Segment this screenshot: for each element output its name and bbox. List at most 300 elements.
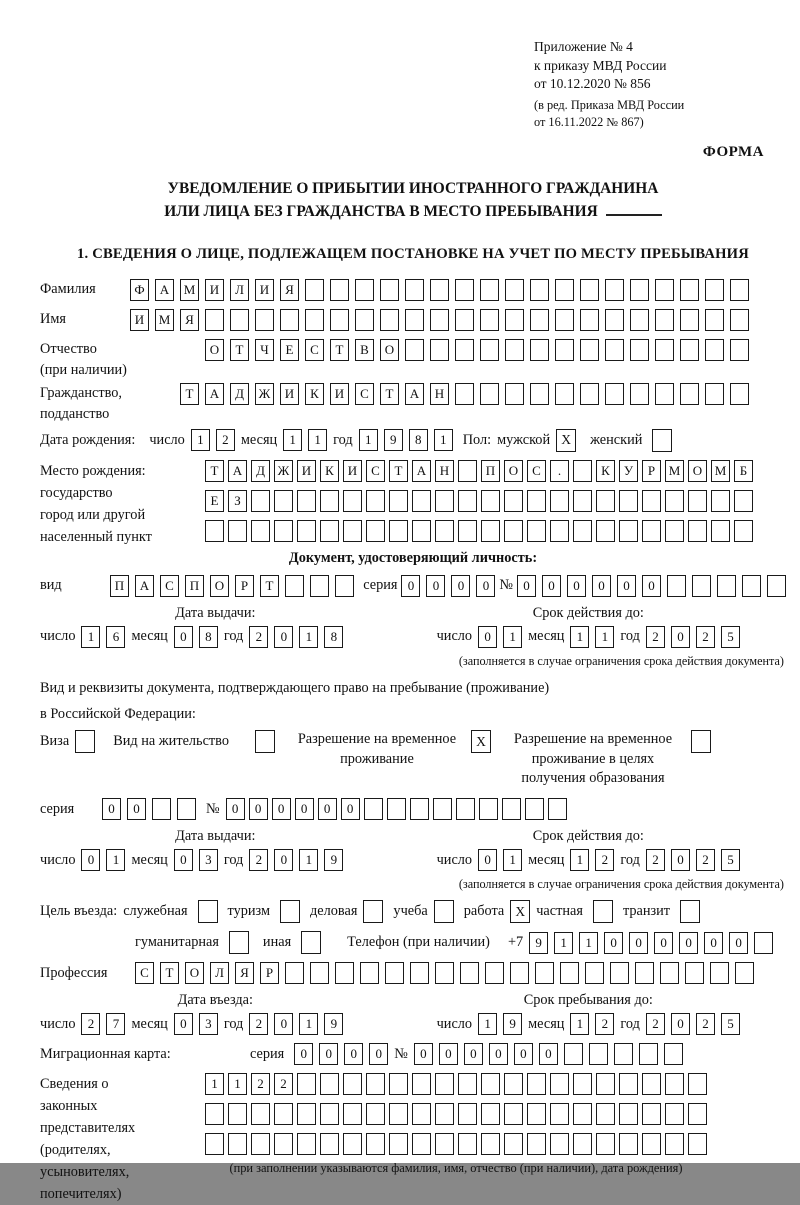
char-cell[interactable] — [251, 1103, 270, 1125]
char-cell[interactable]: 0 — [671, 849, 690, 871]
char-cell[interactable] — [410, 962, 429, 984]
char-cell[interactable]: Т — [230, 339, 249, 361]
char-cell[interactable]: П — [110, 575, 129, 597]
char-cell[interactable] — [525, 798, 544, 820]
char-cell[interactable]: А — [228, 460, 247, 482]
char-cell[interactable] — [548, 798, 567, 820]
char-cell[interactable] — [343, 1103, 362, 1125]
char-cell[interactable] — [230, 309, 249, 331]
gender-male-checkbox[interactable] — [556, 429, 576, 452]
char-cell[interactable] — [251, 490, 270, 512]
char-cell[interactable] — [274, 1133, 293, 1155]
char-cell[interactable] — [410, 798, 429, 820]
char-cell[interactable] — [742, 575, 761, 597]
char-cell[interactable]: 0 — [401, 575, 420, 597]
char-cell[interactable] — [481, 520, 500, 542]
char-cell[interactable]: . — [550, 460, 569, 482]
char-cell[interactable] — [305, 309, 324, 331]
char-cell[interactable] — [405, 279, 424, 301]
char-cell[interactable]: С — [160, 575, 179, 597]
char-cell[interactable] — [75, 730, 95, 753]
char-cell[interactable]: Ч — [255, 339, 274, 361]
char-cell[interactable] — [285, 575, 304, 597]
char-cell[interactable] — [619, 520, 638, 542]
char-cell[interactable]: И — [330, 383, 349, 405]
char-cell[interactable]: 1 — [299, 849, 318, 871]
char-cell[interactable] — [430, 339, 449, 361]
char-cell[interactable] — [705, 279, 724, 301]
char-cell[interactable]: Р — [642, 460, 661, 482]
char-cell[interactable]: 2 — [696, 1013, 715, 1035]
purpose-business-checkbox[interactable] — [363, 900, 383, 923]
char-cell[interactable]: 0 — [318, 798, 337, 820]
char-cell[interactable] — [680, 383, 699, 405]
char-cell[interactable] — [205, 520, 224, 542]
char-cell[interactable] — [458, 1133, 477, 1155]
char-cell[interactable]: 0 — [274, 626, 293, 648]
char-cell[interactable] — [619, 1073, 638, 1095]
char-cell[interactable]: 5 — [721, 849, 740, 871]
char-cell[interactable] — [251, 520, 270, 542]
char-cell[interactable] — [456, 798, 475, 820]
char-cell[interactable]: И — [255, 279, 274, 301]
char-cell[interactable] — [228, 520, 247, 542]
char-cell[interactable]: Е — [205, 490, 224, 512]
char-cell[interactable]: 2 — [646, 626, 665, 648]
char-cell[interactable] — [688, 1073, 707, 1095]
char-cell[interactable] — [458, 520, 477, 542]
char-cell[interactable] — [343, 520, 362, 542]
char-cell[interactable]: 1 — [106, 849, 125, 871]
char-cell[interactable]: 0 — [369, 1043, 388, 1065]
purpose-transit-checkbox[interactable] — [680, 900, 700, 923]
char-cell[interactable] — [460, 962, 479, 984]
char-cell[interactable]: 0 — [478, 626, 497, 648]
char-cell[interactable]: Д — [251, 460, 270, 482]
char-cell[interactable] — [573, 1073, 592, 1095]
char-cell[interactable]: 1 — [299, 1013, 318, 1035]
char-cell[interactable] — [730, 279, 749, 301]
char-cell[interactable] — [730, 383, 749, 405]
char-cell[interactable] — [767, 575, 786, 597]
char-cell[interactable]: 1 — [283, 429, 302, 451]
char-cell[interactable] — [504, 1073, 523, 1095]
char-cell[interactable] — [412, 1073, 431, 1095]
char-cell[interactable]: 0 — [489, 1043, 508, 1065]
char-cell[interactable] — [389, 520, 408, 542]
char-cell[interactable] — [297, 1133, 316, 1155]
char-cell[interactable] — [455, 279, 474, 301]
char-cell[interactable] — [280, 309, 299, 331]
char-cell[interactable]: 2 — [646, 849, 665, 871]
char-cell[interactable]: 0 — [319, 1043, 338, 1065]
char-cell[interactable]: А — [155, 279, 174, 301]
char-cell[interactable] — [527, 1103, 546, 1125]
char-cell[interactable] — [198, 900, 218, 923]
char-cell[interactable] — [479, 798, 498, 820]
char-cell[interactable] — [680, 309, 699, 331]
char-cell[interactable]: 1 — [191, 429, 210, 451]
char-cell[interactable]: 0 — [729, 932, 748, 954]
char-cell[interactable] — [343, 490, 362, 512]
char-cell[interactable]: 2 — [696, 849, 715, 871]
char-cell[interactable]: 6 — [106, 626, 125, 648]
char-cell[interactable] — [555, 339, 574, 361]
char-cell[interactable] — [642, 1103, 661, 1125]
char-cell[interactable] — [655, 279, 674, 301]
char-cell[interactable] — [550, 1073, 569, 1095]
char-cell[interactable]: 1 — [579, 932, 598, 954]
char-cell[interactable] — [481, 1073, 500, 1095]
char-cell[interactable]: И — [130, 309, 149, 331]
char-cell[interactable] — [688, 1133, 707, 1155]
char-cell[interactable]: 0 — [439, 1043, 458, 1065]
char-cell[interactable]: Р — [260, 962, 279, 984]
char-cell[interactable] — [485, 962, 504, 984]
char-cell[interactable] — [619, 1133, 638, 1155]
char-cell[interactable] — [366, 1133, 385, 1155]
char-cell[interactable]: П — [185, 575, 204, 597]
char-cell[interactable] — [330, 309, 349, 331]
char-cell[interactable]: С — [355, 383, 374, 405]
char-cell[interactable]: Ф — [130, 279, 149, 301]
char-cell[interactable] — [355, 279, 374, 301]
char-cell[interactable]: Т — [260, 575, 279, 597]
char-cell[interactable] — [458, 1073, 477, 1095]
char-cell[interactable]: А — [412, 460, 431, 482]
char-cell[interactable] — [274, 520, 293, 542]
purpose-other-checkbox[interactable] — [301, 931, 321, 954]
visa-checkbox[interactable] — [75, 730, 95, 753]
char-cell[interactable] — [730, 339, 749, 361]
char-cell[interactable]: 0 — [451, 575, 470, 597]
char-cell[interactable] — [320, 1073, 339, 1095]
purpose-work-checkbox[interactable] — [510, 900, 530, 923]
char-cell[interactable]: 2 — [251, 1073, 270, 1095]
char-cell[interactable] — [430, 309, 449, 331]
char-cell[interactable]: И — [205, 279, 224, 301]
char-cell[interactable] — [642, 490, 661, 512]
char-cell[interactable] — [585, 962, 604, 984]
char-cell[interactable] — [555, 279, 574, 301]
char-cell[interactable]: 0 — [81, 849, 100, 871]
char-cell[interactable] — [630, 279, 649, 301]
char-cell[interactable]: 0 — [174, 626, 193, 648]
char-cell[interactable] — [665, 520, 684, 542]
char-cell[interactable]: 5 — [721, 1013, 740, 1035]
char-cell[interactable] — [297, 1103, 316, 1125]
char-cell[interactable] — [502, 798, 521, 820]
char-cell[interactable]: Б — [734, 460, 753, 482]
char-cell[interactable]: Т — [205, 460, 224, 482]
char-cell[interactable]: 1 — [359, 429, 378, 451]
char-cell[interactable] — [504, 1103, 523, 1125]
char-cell[interactable] — [711, 520, 730, 542]
char-cell[interactable] — [480, 279, 499, 301]
char-cell[interactable]: М — [180, 279, 199, 301]
char-cell[interactable]: Л — [230, 279, 249, 301]
char-cell[interactable] — [610, 962, 629, 984]
char-cell[interactable]: О — [688, 460, 707, 482]
char-cell[interactable]: 0 — [295, 798, 314, 820]
char-cell[interactable] — [385, 962, 404, 984]
char-cell[interactable]: 0 — [642, 575, 661, 597]
char-cell[interactable]: Ж — [255, 383, 274, 405]
char-cell[interactable]: Ж — [274, 460, 293, 482]
char-cell[interactable] — [205, 1103, 224, 1125]
char-cell[interactable] — [550, 520, 569, 542]
char-cell[interactable] — [505, 339, 524, 361]
char-cell[interactable] — [320, 490, 339, 512]
char-cell[interactable] — [667, 575, 686, 597]
char-cell[interactable]: Т — [389, 460, 408, 482]
char-cell[interactable] — [405, 309, 424, 331]
char-cell[interactable]: 1 — [595, 626, 614, 648]
char-cell[interactable]: 1 — [554, 932, 573, 954]
char-cell[interactable] — [310, 575, 329, 597]
char-cell[interactable] — [555, 383, 574, 405]
char-cell[interactable]: 1 — [434, 429, 453, 451]
char-cell[interactable] — [605, 339, 624, 361]
char-cell[interactable]: 0 — [102, 798, 121, 820]
char-cell[interactable] — [504, 520, 523, 542]
char-cell[interactable]: 0 — [344, 1043, 363, 1065]
char-cell[interactable] — [680, 279, 699, 301]
char-cell[interactable] — [435, 1103, 454, 1125]
char-cell[interactable]: Л — [210, 962, 229, 984]
char-cell[interactable]: 1 — [228, 1073, 247, 1095]
char-cell[interactable]: 0 — [679, 932, 698, 954]
char-cell[interactable]: 2 — [274, 1073, 293, 1095]
char-cell[interactable]: X — [510, 900, 530, 923]
char-cell[interactable] — [734, 520, 753, 542]
edu-permit-checkbox[interactable] — [691, 730, 711, 753]
char-cell[interactable] — [152, 798, 171, 820]
char-cell[interactable]: 3 — [199, 849, 218, 871]
char-cell[interactable]: 2 — [249, 849, 268, 871]
char-cell[interactable]: 1 — [205, 1073, 224, 1095]
char-cell[interactable] — [389, 1073, 408, 1095]
char-cell[interactable] — [614, 1043, 633, 1065]
char-cell[interactable]: 0 — [671, 1013, 690, 1035]
char-cell[interactable]: О — [504, 460, 523, 482]
char-cell[interactable]: Я — [235, 962, 254, 984]
char-cell[interactable] — [710, 962, 729, 984]
char-cell[interactable]: 2 — [216, 429, 235, 451]
char-cell[interactable] — [680, 900, 700, 923]
char-cell[interactable] — [380, 309, 399, 331]
char-cell[interactable]: И — [297, 460, 316, 482]
char-cell[interactable]: 0 — [604, 932, 623, 954]
char-cell[interactable]: С — [527, 460, 546, 482]
char-cell[interactable] — [573, 490, 592, 512]
char-cell[interactable] — [458, 490, 477, 512]
char-cell[interactable] — [412, 1133, 431, 1155]
temp-permit-checkbox[interactable] — [471, 730, 491, 753]
char-cell[interactable] — [573, 460, 592, 482]
char-cell[interactable] — [366, 520, 385, 542]
char-cell[interactable]: 2 — [249, 1013, 268, 1035]
char-cell[interactable] — [455, 383, 474, 405]
residence-permit-checkbox[interactable] — [255, 730, 275, 753]
char-cell[interactable]: 0 — [174, 1013, 193, 1035]
char-cell[interactable]: У — [619, 460, 638, 482]
char-cell[interactable] — [504, 490, 523, 512]
char-cell[interactable]: И — [280, 383, 299, 405]
char-cell[interactable] — [642, 1133, 661, 1155]
char-cell[interactable] — [664, 1043, 683, 1065]
char-cell[interactable] — [535, 962, 554, 984]
char-cell[interactable] — [320, 520, 339, 542]
char-cell[interactable]: 0 — [517, 575, 536, 597]
char-cell[interactable] — [274, 490, 293, 512]
char-cell[interactable] — [705, 339, 724, 361]
char-cell[interactable] — [228, 1133, 247, 1155]
char-cell[interactable] — [593, 900, 613, 923]
char-cell[interactable] — [630, 309, 649, 331]
char-cell[interactable] — [580, 309, 599, 331]
char-cell[interactable]: 1 — [570, 1013, 589, 1035]
char-cell[interactable]: А — [135, 575, 154, 597]
char-cell[interactable]: 0 — [617, 575, 636, 597]
char-cell[interactable]: Т — [330, 339, 349, 361]
char-cell[interactable] — [366, 490, 385, 512]
char-cell[interactable]: В — [355, 339, 374, 361]
char-cell[interactable] — [688, 490, 707, 512]
char-cell[interactable] — [455, 339, 474, 361]
char-cell[interactable] — [580, 339, 599, 361]
char-cell[interactable] — [387, 798, 406, 820]
char-cell[interactable]: 2 — [696, 626, 715, 648]
char-cell[interactable] — [527, 520, 546, 542]
char-cell[interactable] — [573, 1103, 592, 1125]
char-cell[interactable] — [730, 309, 749, 331]
char-cell[interactable]: 1 — [570, 626, 589, 648]
char-cell[interactable] — [360, 962, 379, 984]
char-cell[interactable]: Д — [230, 383, 249, 405]
char-cell[interactable] — [297, 490, 316, 512]
char-cell[interactable] — [596, 520, 615, 542]
char-cell[interactable] — [605, 279, 624, 301]
char-cell[interactable] — [530, 339, 549, 361]
char-cell[interactable] — [665, 1103, 684, 1125]
char-cell[interactable]: 0 — [476, 575, 495, 597]
char-cell[interactable]: П — [481, 460, 500, 482]
char-cell[interactable] — [642, 1073, 661, 1095]
char-cell[interactable] — [297, 520, 316, 542]
char-cell[interactable] — [481, 1103, 500, 1125]
char-cell[interactable]: 2 — [249, 626, 268, 648]
char-cell[interactable] — [405, 339, 424, 361]
char-cell[interactable] — [555, 309, 574, 331]
char-cell[interactable] — [229, 931, 249, 954]
char-cell[interactable] — [527, 1073, 546, 1095]
char-cell[interactable]: 1 — [503, 849, 522, 871]
char-cell[interactable] — [433, 798, 452, 820]
char-cell[interactable]: М — [711, 460, 730, 482]
char-cell[interactable]: 2 — [595, 849, 614, 871]
char-cell[interactable]: 0 — [514, 1043, 533, 1065]
char-cell[interactable] — [665, 490, 684, 512]
purpose-official-checkbox[interactable] — [198, 900, 218, 923]
char-cell[interactable]: 0 — [414, 1043, 433, 1065]
char-cell[interactable]: 1 — [478, 1013, 497, 1035]
char-cell[interactable] — [297, 1073, 316, 1095]
char-cell[interactable]: С — [305, 339, 324, 361]
char-cell[interactable] — [280, 900, 300, 923]
char-cell[interactable]: Е — [280, 339, 299, 361]
char-cell[interactable]: 9 — [324, 1013, 343, 1035]
char-cell[interactable]: С — [366, 460, 385, 482]
char-cell[interactable] — [655, 383, 674, 405]
char-cell[interactable]: Т — [380, 383, 399, 405]
char-cell[interactable] — [527, 490, 546, 512]
char-cell[interactable] — [754, 932, 773, 954]
char-cell[interactable]: С — [135, 962, 154, 984]
char-cell[interactable] — [688, 1103, 707, 1125]
char-cell[interactable]: О — [205, 339, 224, 361]
char-cell[interactable] — [343, 1133, 362, 1155]
char-cell[interactable] — [255, 730, 275, 753]
char-cell[interactable] — [335, 962, 354, 984]
char-cell[interactable] — [481, 490, 500, 512]
char-cell[interactable]: 9 — [503, 1013, 522, 1035]
char-cell[interactable] — [711, 490, 730, 512]
char-cell[interactable] — [680, 339, 699, 361]
char-cell[interactable]: 0 — [478, 849, 497, 871]
purpose-private-checkbox[interactable] — [593, 900, 613, 923]
char-cell[interactable] — [355, 309, 374, 331]
char-cell[interactable]: 0 — [127, 798, 146, 820]
char-cell[interactable] — [434, 900, 454, 923]
char-cell[interactable] — [380, 279, 399, 301]
char-cell[interactable]: М — [665, 460, 684, 482]
char-cell[interactable]: Н — [430, 383, 449, 405]
char-cell[interactable] — [435, 1073, 454, 1095]
char-cell[interactable]: X — [471, 730, 491, 753]
char-cell[interactable]: 8 — [409, 429, 428, 451]
char-cell[interactable] — [705, 383, 724, 405]
char-cell[interactable] — [630, 383, 649, 405]
char-cell[interactable] — [412, 1103, 431, 1125]
char-cell[interactable]: 2 — [81, 1013, 100, 1035]
char-cell[interactable]: 9 — [529, 932, 548, 954]
char-cell[interactable] — [305, 279, 324, 301]
char-cell[interactable]: М — [155, 309, 174, 331]
char-cell[interactable]: 0 — [704, 932, 723, 954]
char-cell[interactable]: 9 — [384, 429, 403, 451]
char-cell[interactable] — [480, 383, 499, 405]
char-cell[interactable] — [560, 962, 579, 984]
char-cell[interactable] — [205, 1133, 224, 1155]
char-cell[interactable] — [310, 962, 329, 984]
char-cell[interactable] — [642, 520, 661, 542]
char-cell[interactable] — [412, 490, 431, 512]
char-cell[interactable] — [573, 1133, 592, 1155]
char-cell[interactable] — [504, 1133, 523, 1155]
char-cell[interactable]: 2 — [646, 1013, 665, 1035]
char-cell[interactable] — [505, 309, 524, 331]
char-cell[interactable] — [580, 279, 599, 301]
char-cell[interactable] — [320, 1133, 339, 1155]
char-cell[interactable]: И — [343, 460, 362, 482]
char-cell[interactable]: 0 — [226, 798, 245, 820]
char-cell[interactable]: 1 — [503, 626, 522, 648]
char-cell[interactable] — [285, 962, 304, 984]
char-cell[interactable] — [435, 520, 454, 542]
char-cell[interactable]: Т — [180, 383, 199, 405]
char-cell[interactable]: А — [405, 383, 424, 405]
